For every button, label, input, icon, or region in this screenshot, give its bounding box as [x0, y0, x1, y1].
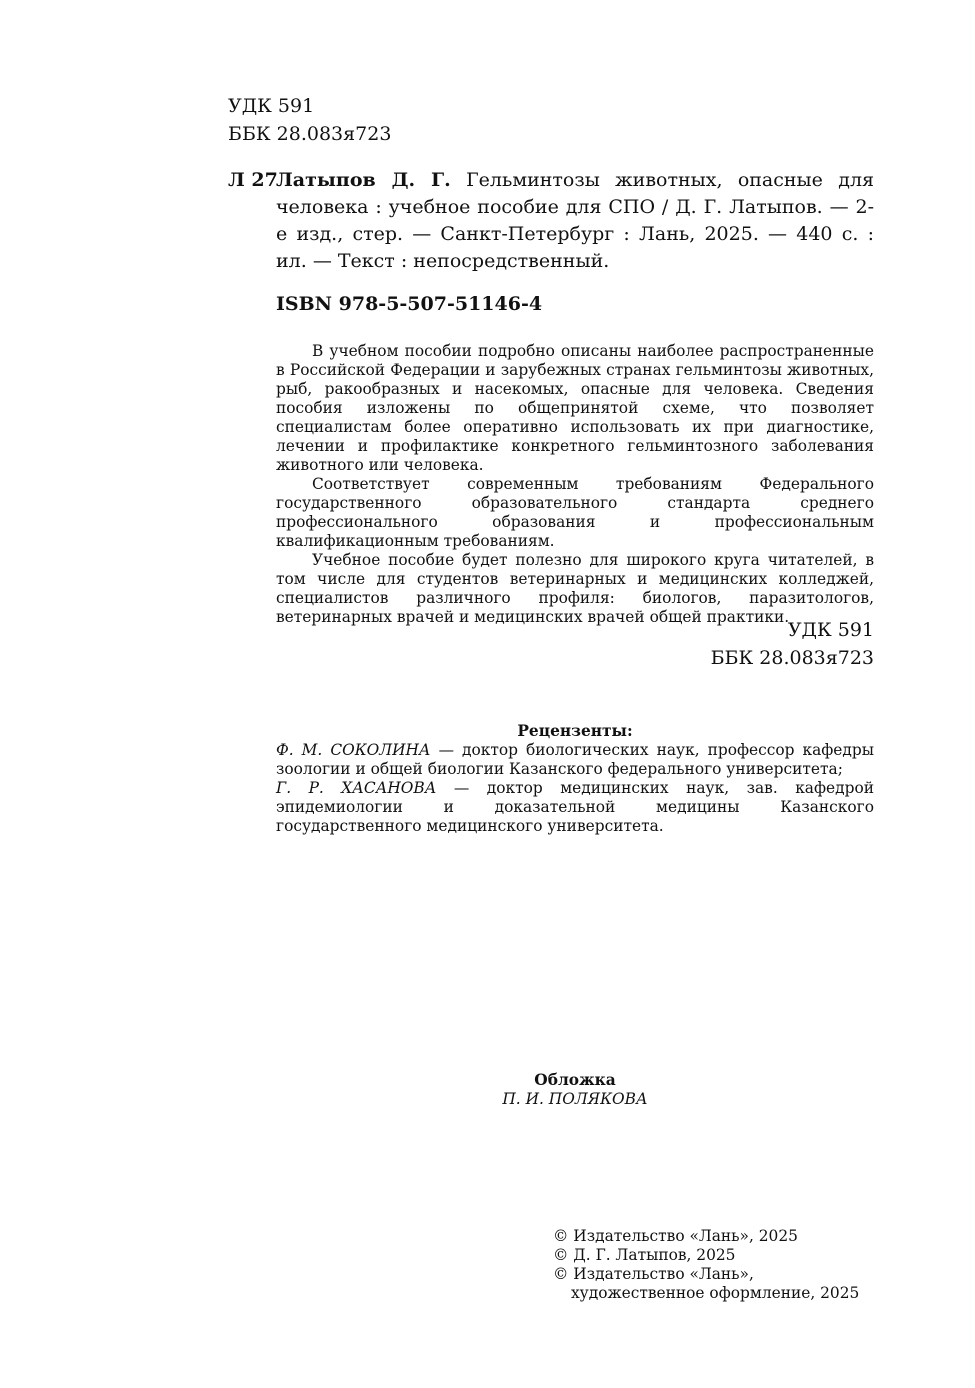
copyright-line: © Издательство «Лань»,: [553, 1265, 754, 1283]
reviewer-entry: [276, 741, 874, 779]
abstract-paragraph: В учебном пособии подробно описаны наиболее распространенные в Российской Федерации и зарубежных странах гельминтозы животных, рыб, ракообразных и насекомых, опасные для человека. Сведения пособия изложены по общепринятой схеме, что позволяет специалистам более оперативно использовать их при диагностике, лечении и профилактике конкретного гельминтозного заболевания животного или человека.: [276, 342, 874, 474]
udk-code: УДК 591: [228, 95, 315, 117]
cover-label: Обложка: [534, 1071, 616, 1089]
record-description: Гельминтозы животных, опасные для человека : учебное пособие для СПО / Д. Г. Латыпов. — 2-е изд., стер. — Санкт-Петербург : Лань, 2025. — 440 с. : ил. — Текст : непосредственный.: [276, 169, 874, 272]
bbk-code: ББК 28.083я723: [710, 647, 874, 669]
copyright-line: © Д. Г. Латыпов, 2025: [553, 1246, 736, 1264]
abstract-paragraph: Учебное пособие будет полезно для широкого круга читателей, в том числе для студентов ветеринарных и медицинских колледжей, специалистов различного профиля: биологов, паразитологов, ветеринарных врачей и медицинских врачей общей практики.: [276, 551, 874, 626]
classification-top: [228, 92, 391, 148]
reviewers-heading: Рецензенты:: [517, 722, 633, 740]
udk-code: УДК 591: [787, 619, 874, 641]
reviewer-name: Г. Р. ХАСАНОВА: [276, 779, 437, 797]
reviewer-name: Ф. М. СОКОЛИНА: [276, 741, 431, 759]
classification-bottom: [711, 616, 874, 672]
reviewers-block: [276, 722, 874, 836]
reviewer-description: — доктор медицинских наук, зав. кафедрой эпидемиологии и доказательной медицины Казанского государственного медицинского университета.: [276, 779, 874, 835]
abstract: [276, 342, 874, 627]
isbn: ISBN 978-5-507-51146-4: [276, 293, 543, 315]
record-author: Латыпов Д. Г.: [276, 169, 451, 191]
copyright-line: художественное оформление, 2025: [571, 1284, 860, 1302]
author-mark: Л 27: [228, 169, 278, 191]
copyright-line: © Издательство «Лань», 2025: [553, 1227, 798, 1245]
abstract-paragraph: Соответствует современным требованиям Федерального государственного образовательного стандарта среднего профессионального образования и профессиональным квалификационным требованиям.: [276, 475, 874, 550]
bibliographic-record: [276, 167, 874, 275]
reviewer-description: — доктор биологических наук, профессор кафедры зоологии и общей биологии Казанского федерального университета;: [276, 741, 874, 778]
bbk-code: ББК 28.083я723: [228, 123, 392, 145]
cover-credit: [276, 1071, 874, 1109]
cover-designer: П. И. ПОЛЯКОВА: [502, 1090, 648, 1108]
reviewer-entry: [276, 779, 874, 836]
copyright-block: [553, 1227, 873, 1303]
